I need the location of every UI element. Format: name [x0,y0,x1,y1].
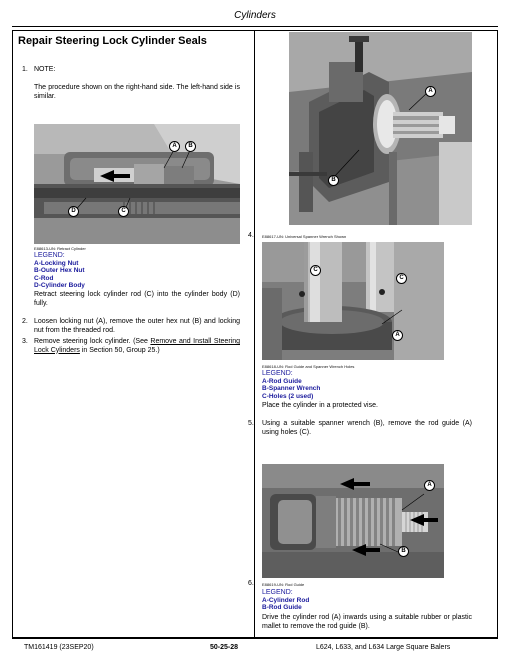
callout-c: C [118,206,129,217]
legend-item: C-Holes (2 used) [262,392,314,400]
legend-item: A-Locking Nut [34,259,79,267]
step-6-instruction: Drive the cylinder rod (A) inwards using a suitable rubber or plastic mallet to remove the rod guide (B). [262,614,472,630]
figure-retract-cylinder-photo [34,124,240,244]
figure-3-legend [262,589,309,612]
legend-heading: LEGEND: [34,252,65,259]
legend-item: D-Cylinder Body [34,282,85,289]
step-4-caption: E88617-UN: Universal Spanner Wrench Shown [262,234,347,239]
header-rule [12,26,498,27]
footer-doc-id: TM161419 (23SEP20) [24,644,94,651]
callout-c: C [396,273,407,284]
figure-rod-guide-removal-photo [262,464,444,578]
section-title: Repair Steering Lock Cylinder Seals [18,35,207,47]
callout-a: A [424,480,435,491]
step-1-note-heading: NOTE: [34,66,56,73]
callout-a: A [392,330,403,341]
callout-c: C [310,265,321,276]
step-1-note-text: The procedure shown on the right-hand side. The left-hand side is similar. [34,84,240,100]
step-4-instruction: Place the cylinder in a protected vise. [262,402,378,409]
footer-rule [12,638,498,639]
legend-heading: LEGEND: [262,370,293,377]
callout-b: B [185,141,196,152]
figure-1-legend [34,252,85,290]
step-5-text: Using a suitable spanner wrench (B), remove the rod guide (A) using holes (C). [262,420,472,436]
step-2-number: 2. [22,318,28,325]
step-1-number: 1. [22,66,28,73]
figure-rod-guide-photo [262,242,444,360]
figure-1-caption: E88613-UN: Retract Cylinder [34,246,86,251]
footer-page-number: 50-25-28 [210,644,239,651]
callout-a: A [425,86,436,97]
footer-product: L624, L633, and L634 Large Square Balers [316,644,451,651]
step-6-caption: E88619-UN: Rod Guide [262,582,305,587]
figure-vise-photo [289,32,472,225]
legend-item: B-Rod Guide [262,604,302,611]
figure-2-caption: E88618-UN: Rod Guide and Spanner Wrench Holes [262,364,355,369]
page-header-title: Cylinders [234,10,276,21]
legend-item: A-Rod Guide [262,377,302,385]
callout-b: B [398,546,409,557]
legend-item: A-Cylinder Rod [262,596,310,604]
callout-a: A [169,141,180,152]
step-3-text-after: in Section 50, Group 25.) [81,346,160,354]
step-6-number: 6. [248,580,254,587]
legend-item: C-Rod [34,274,54,282]
legend-heading: LEGEND: [262,589,293,596]
step-4-number: 4. [248,232,254,239]
step-1-instruction: Retract steering lock cylinder rod (C) into the cylinder body (D) fully. [34,291,240,307]
step-3-text [34,338,240,355]
figure-2-legend [262,370,320,400]
callout-b: B [328,175,339,186]
remove-install-steering-lock-cylinders-link[interactable]: Remove and Install Steering Lock Cylinders [34,338,240,354]
step-2-text: Loosen locking nut (A), remove the outer hex nut (B) and locking nut from the threaded rod. [34,318,240,334]
step-3-text-before: Remove steering lock cylinder. (See [34,338,148,345]
step-3-number: 3. [22,338,28,345]
legend-item: B-Outer Hex Nut [34,267,85,274]
step-5-number: 5. [248,420,254,427]
legend-item: B-Spanner Wrench [262,385,321,392]
column-divider [254,30,255,638]
callout-d: D [68,206,79,217]
